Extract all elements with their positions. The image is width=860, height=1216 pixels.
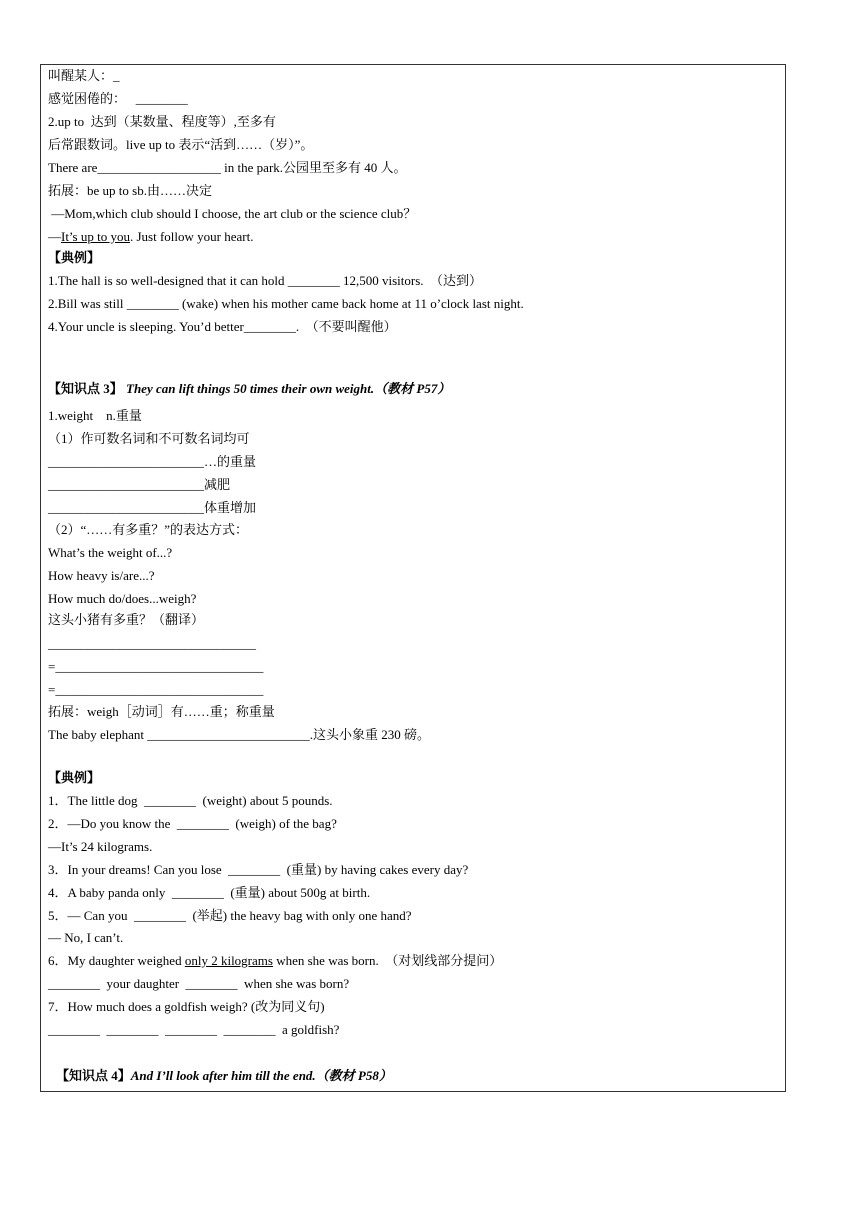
text-line: （1）作可数名词和不可数名词均可 [48, 431, 250, 446]
text-line: 2.Bill was still ________ (wake) when his mother came back home at 11 o’clock last night. [48, 296, 524, 311]
text-line: =________________________________ [48, 659, 264, 674]
text-line: 拓展：weigh［动词］有……重；称重量 [48, 704, 275, 719]
question-6: 6．My daughter weighed only 2 kilograms when she was born. （对划线部分提问） [48, 953, 503, 968]
text-line: The baby elephant _________________________.这头小象重 230 磅。 [48, 727, 431, 742]
text-line: 感觉困倦的： ________ [48, 91, 188, 106]
text-line: 2.up to 达到（某数量、程度等）,至多有 [48, 114, 276, 129]
text-line: 1．The little dog ________ (weight) about 5 pounds. [48, 793, 333, 808]
text-line: =________________________________ [48, 682, 264, 697]
text-line: 4.Your uncle is sleeping. You’d better________. （不要叫醒他） [48, 319, 397, 334]
text-line: What’s the weight of...? [48, 545, 173, 560]
underlined-phrase: only 2 kilograms [184, 953, 273, 968]
underlined-phrase: It’s up to you [61, 229, 130, 244]
text-line: —It’s 24 kilograms. [48, 839, 153, 854]
text-line: 拓展：be up to sb.由……决定 [48, 183, 212, 198]
text-line: 1.weight n.重量 [48, 408, 142, 423]
text-line: 3．In your dreams! Can you lose ________ (重量) by having cakes every day? [48, 862, 469, 877]
text-line: 4．A baby panda only ________ (重量) about 500g at birth. [48, 885, 371, 900]
text-line: ________________________…的重量 [48, 454, 257, 469]
text-line: ________________________________ [48, 636, 256, 651]
text-line: 后常跟数词。live up to 表示“活到……（岁）”。 [48, 137, 314, 152]
text-line: ________________________减肥 [48, 477, 231, 492]
text-line: 【典例】 [48, 770, 101, 785]
text-line: ________________________体重增加 [48, 500, 257, 515]
text-line: 5．— Can you ________ (举起) the heavy bag with only one hand? [48, 908, 412, 923]
text-line: How heavy is/are...? [48, 568, 155, 583]
text-line: （2）“……有多重？”的表达方式： [48, 522, 249, 537]
knowledge-point-3-heading: 【知识点 3】 They can lift things 50 times their own weight.（教材 P57） [48, 381, 451, 396]
text-line: —Mom,which club should I choose, the art club or the science club？ [48, 206, 417, 221]
text-line: 这头小猪有多重？（翻译） [48, 612, 205, 627]
reply-line: —It’s up to you. Just follow your heart. [48, 229, 254, 244]
text-line: 2．—Do you know the ________ (weigh) of the bag? [48, 816, 337, 831]
text-line: How much do/does...weigh? [48, 591, 197, 606]
knowledge-point-4-heading: 【知识点 4】And I’ll look after him till the end.（教材 P58） [56, 1068, 392, 1083]
text-line: ________ your daughter ________ when she was born? [48, 976, 350, 991]
text-line: 7．How much does a goldfish weigh? (改为同义句) [48, 999, 325, 1014]
text-line: 1.The hall is so well-designed that it can hold ________ 12,500 visitors. （达到） [48, 273, 483, 288]
text-line: There are___________________ in the park.公园里至多有 40 人。 [48, 160, 407, 175]
text-line: 【典例】 [48, 250, 101, 265]
text-line: — No, I can’t. [48, 930, 124, 945]
text-line: ________ ________ ________ ________ a goldfish? [48, 1022, 340, 1037]
text-line: 叫醒某人：_ [48, 68, 120, 83]
